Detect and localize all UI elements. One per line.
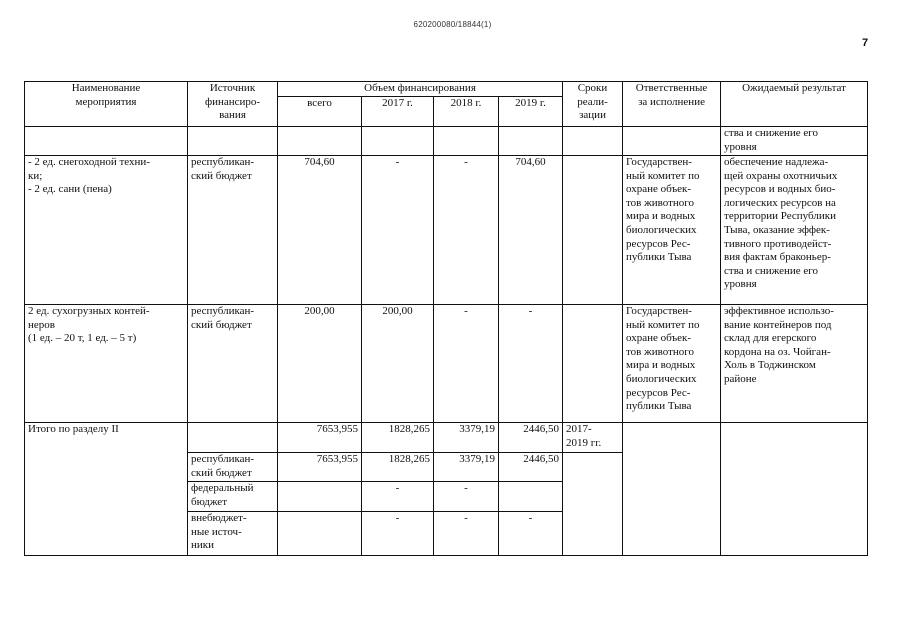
terms-cell <box>563 156 623 305</box>
header-event: Наименование мероприятия <box>25 82 188 127</box>
table-row <box>25 156 868 305</box>
financing-table <box>24 81 868 556</box>
responsible-cell <box>623 127 721 156</box>
result-cell: обеспечение надлежа- щей охраны охотничьих ресурсов и водных био- логических ресурсов на территории Республики Тыва, оказание эффек- тивного противодейст- вия фактам браконьер- ства и снижение его уровня <box>721 156 868 305</box>
summary-total-cell <box>278 512 362 556</box>
summary-terms-cell: 2017- 2019 гг. <box>563 423 623 453</box>
header-responsible: Ответственные за исполнение <box>623 82 721 127</box>
source-cell <box>188 127 278 156</box>
terms-cell <box>563 127 623 156</box>
summary-source-cell: республикан- ский бюджет <box>188 453 278 482</box>
result-cell: ства и снижение его уровня <box>721 127 868 156</box>
header-2019: 2019 г. <box>499 97 563 127</box>
summary-2019-cell <box>499 482 563 512</box>
document-id: 620200080/18844(1) <box>413 20 492 29</box>
summary-2017-cell: - <box>362 512 434 556</box>
header-source: Источник финансиро- вания <box>188 82 278 127</box>
summary-2017-cell: - <box>362 482 434 512</box>
total-cell: 704,60 <box>278 156 362 305</box>
page-number: 7 <box>862 37 869 49</box>
summary-2018-cell: 3379,19 <box>434 453 499 482</box>
y2018-cell: - <box>434 305 499 423</box>
summary-terms-empty <box>563 453 623 556</box>
summary-label: Итого по разделу II <box>25 423 188 556</box>
y2017-cell <box>362 127 434 156</box>
table-row <box>25 127 868 156</box>
y2019-cell: - <box>499 305 563 423</box>
summary-2019-cell: 2446,50 <box>499 453 563 482</box>
header-total: всего <box>278 97 362 127</box>
summary-2018-cell: 3379,19 <box>434 423 499 453</box>
summary-total-cell <box>278 482 362 512</box>
terms-cell <box>563 305 623 423</box>
header-2018: 2018 г. <box>434 97 499 127</box>
header-row <box>25 82 868 97</box>
result-cell: эффективное использо- вание контейнеров под склад для егерского кордона на оз. Чойган- Холь в Тоджинском районе <box>721 305 868 423</box>
header-volume: Объем финансирования <box>278 82 563 97</box>
y2018-cell <box>434 127 499 156</box>
summary-source-cell <box>188 423 278 453</box>
table-row <box>25 305 868 423</box>
event-cell: - 2 ед. снегоходной техни- ки; - 2 ед. сани (пена) <box>25 156 188 305</box>
y2019-cell: 704,60 <box>499 156 563 305</box>
summary-2017-cell: 1828,265 <box>362 423 434 453</box>
y2019-cell <box>499 127 563 156</box>
summary-row <box>25 423 868 453</box>
summary-2019-cell: 2446,50 <box>499 423 563 453</box>
header-terms: Сроки реали- зации <box>563 82 623 127</box>
summary-2019-cell: - <box>499 512 563 556</box>
summary-source-cell: федеральный бюджет <box>188 482 278 512</box>
summary-source-cell: внебюджет- ные источ- ники <box>188 512 278 556</box>
event-cell: 2 ед. сухогрузных контей- неров (1 ед. – 20 т, 1 ед. – 5 т) <box>25 305 188 423</box>
responsible-cell: Государствен- ный комитет по охране объек- тов животного мира и водных биологических ресурсов Рес- публики Тыва <box>623 156 721 305</box>
y2017-cell: 200,00 <box>362 305 434 423</box>
summary-2018-cell: - <box>434 512 499 556</box>
summary-2017-cell: 1828,265 <box>362 453 434 482</box>
summary-responsible-cell <box>623 423 721 556</box>
header-result: Ожидаемый результат <box>721 82 868 127</box>
source-cell: республикан- ский бюджет <box>188 156 278 305</box>
summary-total-cell: 7653,955 <box>278 453 362 482</box>
source-cell: республикан- ский бюджет <box>188 305 278 423</box>
responsible-cell: Государствен- ный комитет по охране объек- тов животного мира и водных биологических ресурсов Рес- публики Тыва <box>623 305 721 423</box>
summary-total-cell: 7653,955 <box>278 423 362 453</box>
total-cell: 200,00 <box>278 305 362 423</box>
header-2017: 2017 г. <box>362 97 434 127</box>
y2018-cell: - <box>434 156 499 305</box>
total-cell <box>278 127 362 156</box>
event-cell <box>25 127 188 156</box>
y2017-cell: - <box>362 156 434 305</box>
summary-result-cell <box>721 423 868 556</box>
summary-2018-cell: - <box>434 482 499 512</box>
